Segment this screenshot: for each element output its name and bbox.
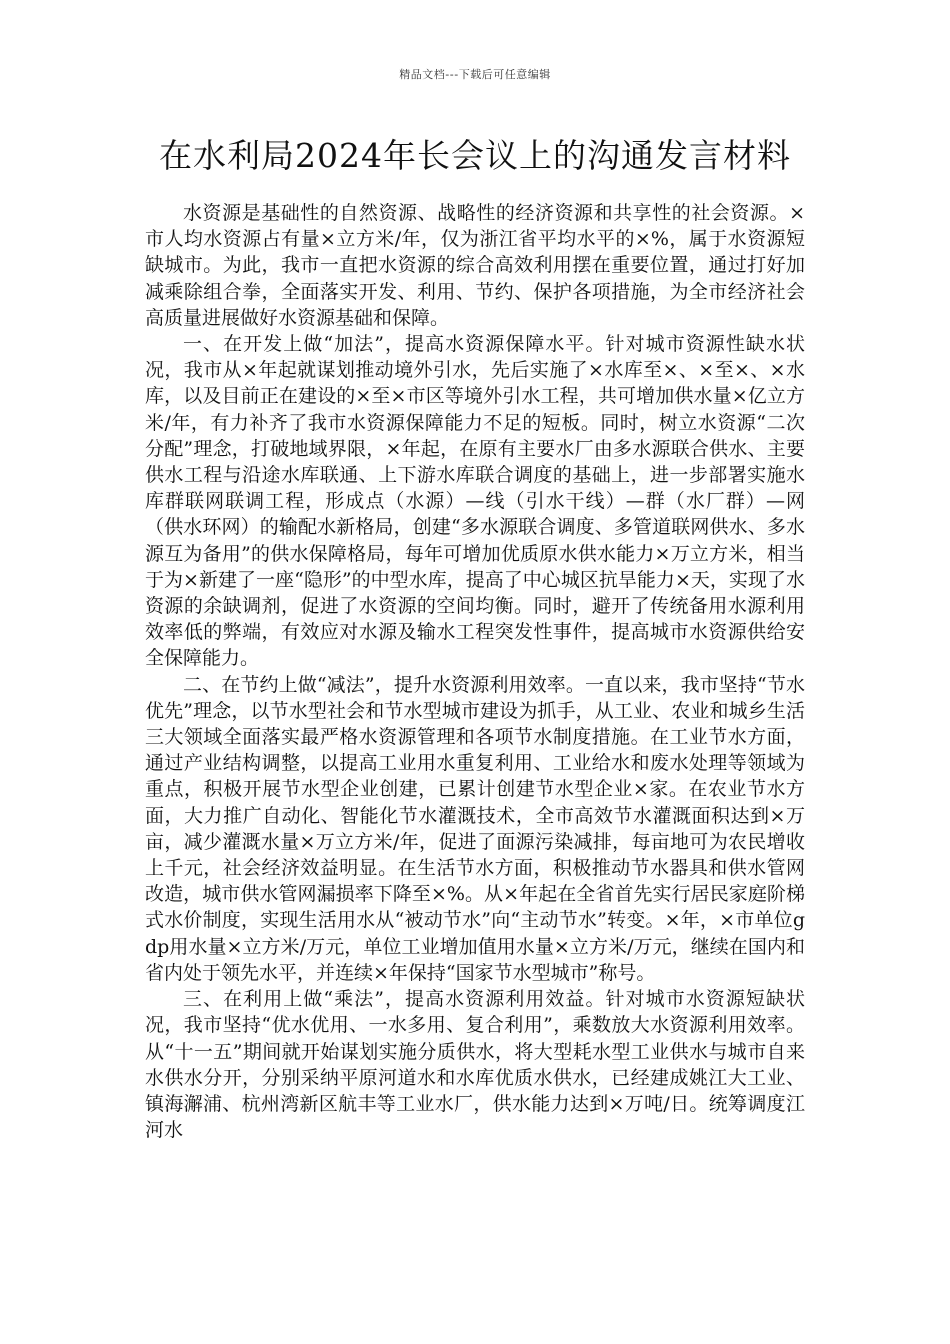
document-title: 在水利局2024年长会议上的沟通发言材料 bbox=[159, 136, 791, 175]
paragraph-intro: 水资源是基础性的自然资源、战略性的经济资源和共享性的社会资源。×市人均水资源占有量×立方米/年，仅为浙江省平均水平的×%，属于水资源短缺城市。为此，我市一直把水资源的综合高效利用摆在重要位置，通过打好加减乘除组合拳，全面落实开发、利用、节约、保护各项措施，为全市经济社会高质量进展做好水资源基础和保障。 bbox=[145, 202, 805, 329]
header-note: 精品文档---下载后可任意编辑 bbox=[399, 68, 551, 81]
paragraph-section-1: 一、在开发上做“加法”，提高水资源保障水平。针对城市资源性缺水状况，我市从×年起就谋划推动境外引水，先后实施了×水库至×、×至×、×水库，以及目前正在建设的×至×市区等境外引水工程，共可增加供水量×亿立方米/年，有力补齐了我市水资源保障能力不足的短板。同时，树立水资源“二次分配”理念，打破地域界限，×年起，在原有主要水厂由多水源联合供水、主要供水工程与沿途水库联通、上下游水库联合调度的基础上，进一步部署实施水库群联网联调工程，形成点（水源）—线（引水干线）—群（水厂群）—网（供水环网）的输配水新格局，创建“多水源联合调度、多管道联网供水、多水源互为备用”的供水保障格局，每年可增加优质原水供水能力×万立方米，相当于为×新建了一座“隐形”的中型水库，提高了中心城区抗旱能力×天，实现了水资源的余缺调剂，促进了水资源的空间均衡。同时，避开了传统备用水源利用效率低的弊端，有效应对水源及输水工程突发性事件，提高城市水资源供给安全保障能力。 bbox=[145, 333, 805, 670]
paragraph-section-3: 三、在利用上做“乘法”，提高水资源利用效益。针对城市水资源短缺状况，我市坚持“优水优用、一水多用、复合利用”，乘数放大水资源利用效率。从“十一五”期间就开始谋划实施分质供水，将大型耗水型工业供水与城市自来水供水分开，分别采纳平原河道水和水库优质水供水，已经建成姚江大工业、镇海澥浦、杭州湾新区航丰等工业水厂，供水能力达到×万吨/日。统筹调度江河水 bbox=[145, 988, 805, 1142]
document-body bbox=[145, 200, 805, 1143]
paragraph-section-2: 二、在节约上做“减法”，提升水资源利用效率。一直以来，我市坚持“节水优先”理念，以节水型社会和节水型城市建设为抓手，从工业、农业和城乡生活三大领域全面落实最严格水资源管理和各项节水制度措施。在工业节水方面，通过产业结构调整，以提高工业用水重复利用、工业给水和废水处理等领域为重点，积极开展节水型企业创建，已累计创建节水型企业×家。在农业节水方面，大力推广自动化、智能化节水灌溉技术，全市高效节水灌溉面积达到×万亩，减少灌溉水量×万立方米/年，促进了面源污染减排，每亩地可为农民增收上千元，社会经济效益明显。在生活节水方面，积极推动节水器具和供水管网改造，城市供水管网漏损率下降至×%。从×年起在全省首先实行居民家庭阶梯式水价制度，实现生活用水从“被动节水”向“主动节水”转变。×年，×市单位gdp用水量×立方米/万元，单位工业增加值用水量×立方米/万元，继续在国内和省内处于领先水平，并连续×年保持“国家节水型城市”称号。 bbox=[145, 673, 805, 984]
